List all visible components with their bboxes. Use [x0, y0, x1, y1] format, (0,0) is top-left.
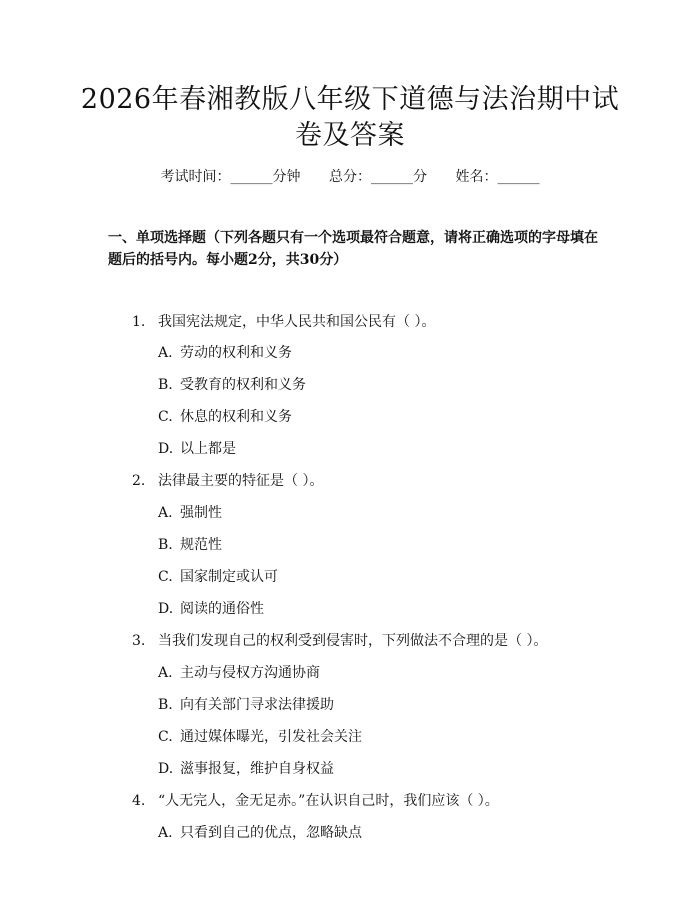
option-text: 国家制定或认可	[180, 569, 278, 585]
option-3d	[158, 758, 334, 778]
name-label: 姓名：______	[455, 169, 540, 185]
option-letter: C.	[158, 409, 173, 425]
option-2a	[158, 502, 222, 522]
exam-time-label: 考试时间：______分钟	[160, 169, 301, 185]
option-3c	[158, 726, 362, 746]
section-heading: 一、单项选择题（下列各题只有一个选项最符合题意，请将正确选项的字母填在题后的括号内。每小题2分，共30分）	[108, 230, 598, 268]
question-text: 我国宪法规定，中华人民共和国公民有（ ）。	[158, 314, 436, 330]
option-text: 阅读的通俗性	[180, 601, 264, 617]
option-letter: B.	[158, 537, 173, 553]
option-letter: A.	[158, 665, 173, 681]
option-text: 劳动的权利和义务	[180, 345, 292, 361]
option-2b	[158, 534, 222, 554]
option-2d	[158, 598, 264, 618]
option-text: 规范性	[180, 537, 222, 553]
option-4a	[158, 822, 362, 842]
option-letter: A.	[158, 345, 173, 361]
question-number: 4.	[132, 793, 146, 809]
page-title: 2026年春湘教版八年级下道德与法治期中试	[80, 84, 620, 115]
option-text: 主动与侵权方沟通协商	[180, 665, 320, 681]
option-text: 通过媒体曝光，引发社会关注	[180, 729, 362, 745]
option-1d	[158, 438, 236, 458]
option-letter: C.	[158, 729, 173, 745]
option-3b	[158, 694, 334, 714]
question-number: 3.	[132, 633, 146, 649]
option-letter: A.	[158, 825, 173, 841]
question-2	[132, 470, 323, 490]
option-text: 只看到自己的优点，忽略缺点	[180, 825, 362, 841]
question-text: 当我们发现自己的权利受到侵害时，下列做法不合理的是（ ）。	[158, 633, 548, 649]
option-2c	[158, 566, 278, 586]
question-number: 1.	[132, 314, 146, 330]
option-text: 以上都是	[180, 441, 236, 457]
question-4	[132, 790, 499, 810]
option-text: 滋事报复，维护自身权益	[180, 761, 334, 777]
option-letter: D.	[158, 441, 174, 457]
option-letter: D.	[158, 761, 174, 777]
option-text: 受教育的权利和义务	[180, 377, 306, 393]
option-1a	[158, 342, 292, 362]
question-number: 2.	[132, 473, 146, 489]
option-letter: C.	[158, 569, 173, 585]
option-1b	[158, 374, 306, 394]
option-letter: B.	[158, 377, 173, 393]
option-text: 休息的权利和义务	[180, 409, 292, 425]
option-letter: B.	[158, 697, 173, 713]
option-1c	[158, 406, 292, 426]
exam-meta	[0, 166, 700, 186]
option-3a	[158, 662, 320, 682]
question-text: “人无完人，金无足赤。”在认识自己时，我们应该（ ）。	[158, 793, 499, 809]
question-3	[132, 630, 547, 650]
option-letter: D.	[158, 601, 174, 617]
question-text: 法律最主要的特征是（ ）。	[158, 473, 324, 489]
option-letter: A.	[158, 505, 173, 521]
page-title-continued: 卷及答案	[295, 120, 405, 151]
option-text: 向有关部门寻求法律援助	[180, 697, 334, 713]
total-score-label: 总分：______分	[329, 169, 427, 185]
question-1	[132, 311, 435, 331]
option-text: 强制性	[180, 505, 222, 521]
